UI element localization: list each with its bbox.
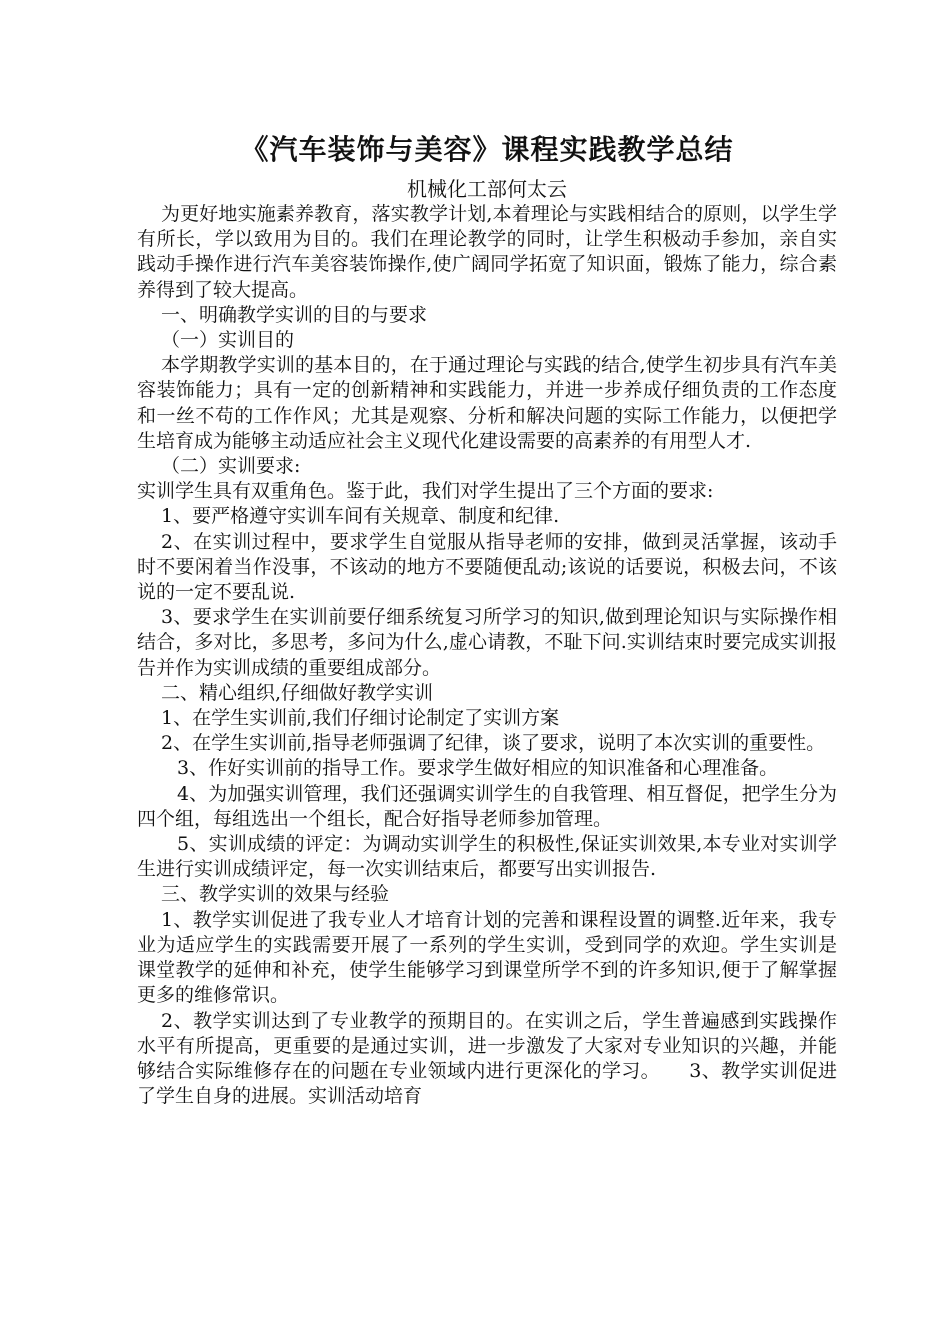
document-title: 《汽车装饰与美容》课程实践教学总结 xyxy=(240,133,734,166)
list-item: 2、在学生实训前,指导老师强调了纪律，谈了要求，说明了本次实训的重要性。 xyxy=(161,732,826,755)
list-item: 5、实训成绩的评定：为调动实训学生的积极性,保证实训效果,本专业对实训学生进行实训成绩评定，每一次实训结束后，都要写出实训报告. xyxy=(137,833,837,881)
section-heading-2: 二、精心组织,仔细做好教学实训 xyxy=(161,681,434,704)
document-author: 机械化工部何太云 xyxy=(407,177,567,201)
subsection-heading-1: （一）实训目的 xyxy=(161,329,295,352)
subsection-heading-2: （二）实训要求: xyxy=(161,455,301,478)
list-item: 2、在实训过程中，要求学生自觉服从指导老师的安排，做到灵活掌握，该动手时不要闲着当作没事，不该动的地方不要随便乱动;该说的话要说，积极去问，不该说的一定不要乱说. xyxy=(137,530,837,604)
section-heading-3: 三、教学实训的效果与经验 xyxy=(161,883,390,906)
list-item: 4、为加强实训管理，我们还强调实训学生的自我管理、相互督促，把学生分为四个组，每组选出一个组长，配合好指导老师参加管理。 xyxy=(137,782,837,830)
document-page xyxy=(137,130,837,1109)
list-item: 3、要求学生在实训前要仔细系统复习所学习的知识,做到理论知识与实际操作相结合，多对比，多思考，多问为什么,虚心请教，不耻下问.实训结束时要完成实训报告并作为实训成绩的重要组成部分。 xyxy=(137,606,837,679)
paragraph-intro: 为更好地实施素养教育，落实教学计划,本着理论与实践相结合的原则，以学生学有所长，学以致用为目的。我们在理论教学的同时，让学生积极动手参加，亲自实践动手操作进行汽车美容装饰操作,使广阔同学拓宽了知识面，锻炼了能力，综合素养得到了较大提高。 xyxy=(137,203,837,301)
list-item: 3、作好实训前的指导工作。要求学生做好相应的知识准备和心理准备。 xyxy=(177,757,779,780)
paragraph-purpose: 本学期教学实训的基本目的，在于通过理论与实践的结合,使学生初步具有汽车美容装饰能力；具有一定的创新精神和实践能力，并进一步养成仔细负责的工作态度和一丝不苟的工作作风；尤其是观察、分析和解决问题的实际工作能力，以便把学生培育成为能够主动适应社会主义现代化建设需要的高素养的有用型人才. xyxy=(137,354,837,452)
section-heading-1: 一、明确教学实训的目的与要求 xyxy=(161,303,428,326)
list-item: 2、教学实训达到了专业教学的预期目的。在实训之后，学生普遍感到实践操作水平有所提高，更重要的是通过实训，进一步激发了大家对专业知识的兴趣，并能够结合实际维修存在的问题在专业领域内进行更深化的学习。 3、教学实训促进了学生自身的进展。实训活动培育 xyxy=(137,1009,837,1108)
list-item: 1、要严格遵守实训车间有关规章、制度和纪律. xyxy=(161,505,560,528)
paragraph-requirements: 实训学生具有双重角色。鉴于此，我们对学生提出了三个方面的要求: xyxy=(137,480,714,503)
list-item: 1、在学生实训前,我们仔细讨论制定了实训方案 xyxy=(161,707,560,730)
list-item: 1、教学实训促进了我专业人才培育计划的完善和课程设置的调整.近年来，我专业为适应学生的实践需要开展了一系列的学生实训，受到同学的欢迎。学生实训是课堂教学的延伸和补充，使学生能够学习到课堂所学不到的许多知识,便于了解掌握更多的维修常识。 xyxy=(137,908,837,1007)
